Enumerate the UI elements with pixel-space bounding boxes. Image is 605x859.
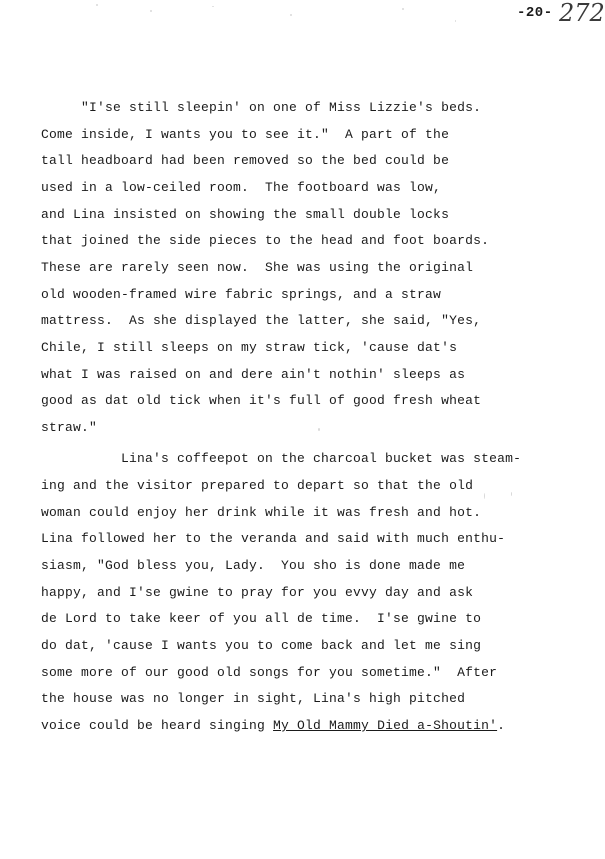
text-line: siasm, "God bless you, Lady. You sho is done made me (41, 558, 466, 573)
page-number: -20- (517, 5, 553, 21)
scan-speckle (212, 6, 214, 7)
text-line: good as dat old tick when it's full of good fresh wheat (41, 393, 482, 408)
text-line: happy, and I'se gwine to pray for you evvy day and ask (41, 585, 474, 600)
scan-speckle (484, 493, 485, 499)
scan-speckle (96, 4, 98, 6)
text-line: used in a low-ceiled room. The footboard was low, (41, 180, 442, 195)
text-line: Lina followed her to the veranda and said with much enthu- (41, 531, 506, 546)
text-line-last (41, 718, 505, 734)
text-line: Come inside, I wants you to see it." A part of the (41, 127, 450, 142)
text-line: old wooden-framed wire fabric springs, and a straw (41, 287, 442, 302)
text-line: "I'se still sleepin' on one of Miss Lizzie's beds. (41, 100, 482, 115)
text-line: what I was raised on and dere ain't nothin' sleeps as (41, 367, 466, 382)
scan-speckle (402, 8, 404, 10)
text-line: tall headboard had been removed so the bed could be (41, 153, 450, 168)
scan-speckle (318, 428, 320, 431)
text-line: These are rarely seen now. She was using the original (41, 260, 474, 275)
closing-period: . (497, 718, 506, 733)
song-title: My Old Mammy Died a-Shoutin' (273, 718, 498, 733)
scan-speckle (150, 10, 152, 12)
text-line: do dat, 'cause I wants you to come back and let me sing (41, 638, 482, 653)
scan-speckle (290, 14, 292, 16)
text-line-lead: voice could be heard singing (41, 718, 274, 733)
text-line: and Lina insisted on showing the small double locks (41, 207, 450, 222)
text-line: ing and the visitor prepared to depart so that the old (41, 478, 474, 493)
text-line: some more of our good old songs for you sometime." After (41, 665, 498, 680)
stamped-page-number: 272 (559, 0, 605, 27)
text-line: Chile, I still sleeps on my straw tick, 'cause dat's (41, 340, 458, 355)
text-line: woman could enjoy her drink while it was fresh and hot. (41, 505, 482, 520)
text-line: mattress. As she displayed the latter, she said, "Yes, (41, 313, 482, 328)
text-line: that joined the side pieces to the head and foot boards. (41, 233, 490, 248)
scan-speckle (455, 20, 456, 22)
text-line: Lina's coffeepot on the charcoal bucket was steam- (41, 451, 522, 466)
text-line: straw." (41, 420, 98, 435)
text-line: de Lord to take keer of you all de time. I'se gwine to (41, 611, 482, 626)
scan-speckle (511, 492, 512, 496)
text-line: the house was no longer in sight, Lina's high pitched (41, 691, 466, 706)
